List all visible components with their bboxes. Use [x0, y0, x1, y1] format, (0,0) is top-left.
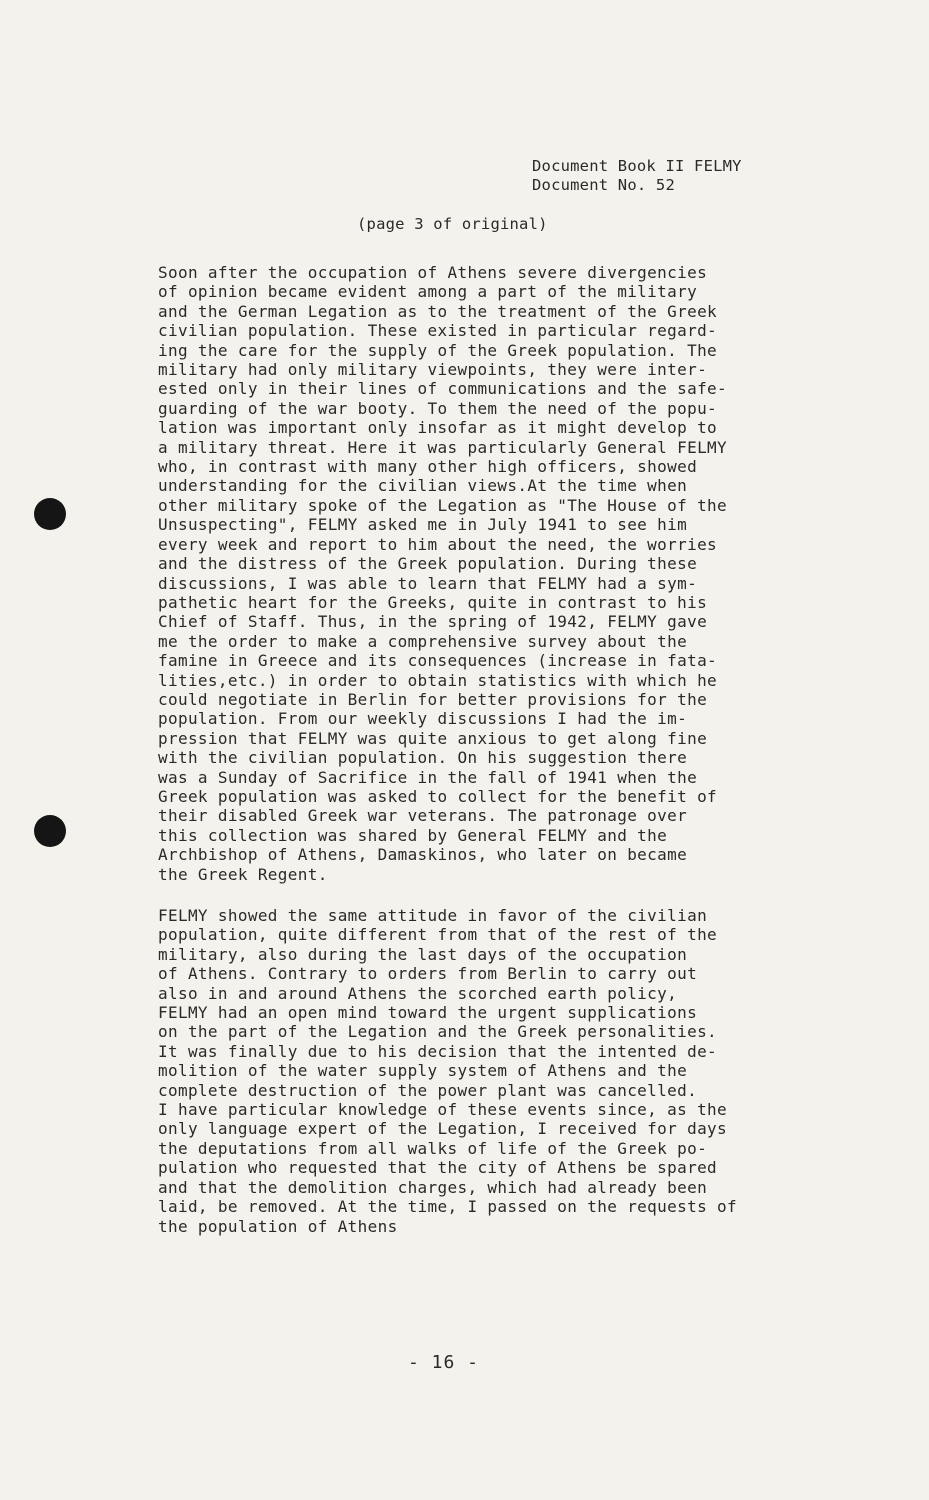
text-line: their disabled Greek war veterans. The patronage over	[158, 806, 688, 826]
text-line: was a Sunday of Sacrifice in the fall of 1941 when the	[158, 767, 698, 787]
text-line: every week and report to him about the need, the worries	[158, 534, 718, 554]
paragraph-2	[158, 906, 737, 1236]
text-line: and the German Legation as to the treatment of the Greek	[158, 301, 718, 321]
text-line: laid, be removed. At the time, I passed on the requests of	[158, 1197, 738, 1217]
text-line: Archbishop of Athens, Damaskinos, who later on became	[158, 845, 688, 865]
text-line: of opinion became evident among a part of the military	[158, 282, 698, 302]
page-number: - 16 -	[408, 1352, 480, 1373]
text-line: me the order to make a comprehensive survey about the	[158, 631, 688, 651]
text-line: military had only military viewpoints, they were inter-	[158, 360, 708, 380]
text-line: guarding of the war booty. To them the need of the popu-	[158, 398, 718, 418]
text-line: pathetic heart for the Greeks, quite in contrast to his	[158, 592, 708, 612]
text-line: and the distress of the Greek population. During these	[158, 554, 698, 574]
text-line: only language expert of the Legation, I received for days	[158, 1119, 728, 1139]
text-line: pulation who requested that the city of Athens be spared	[158, 1158, 718, 1178]
text-line: complete destruction of the power plant was cancelled.	[158, 1080, 698, 1100]
text-line: of Athens. Contrary to orders from Berlin to carry out	[158, 964, 698, 984]
text-line: Soon after the occupation of Athens severe divergencies	[158, 263, 708, 282]
text-line: pression that FELMY was quite anxious to get along fine	[158, 728, 708, 748]
text-line: FELMY had an open mind toward the urgent supplications	[158, 1003, 698, 1023]
text-line: on the part of the Legation and the Greek personalities.	[158, 1022, 718, 1042]
text-line: population, quite different from that of the rest of the	[158, 925, 718, 945]
text-line: It was finally due to his decision that the intented de-	[158, 1041, 718, 1061]
text-line: famine in Greece and its consequences (increase in fata-	[158, 651, 718, 671]
text-line: other military spoke of the Legation as "The House of the	[158, 495, 728, 515]
text-line: this collection was shared by General FELMY and the	[158, 825, 668, 845]
text-line: lities,etc.) in order to obtain statistics with which he	[158, 670, 718, 690]
document-number-label: Document No. 52	[532, 176, 675, 194]
text-line: with the civilian population. On his suggestion there	[158, 748, 688, 768]
punch-hole-bottom	[34, 815, 66, 847]
text-line: Chief of Staff. Thus, in the spring of 1942, FELMY gave	[158, 612, 708, 632]
text-line: civilian population. These existed in particular regard-	[158, 321, 718, 341]
text-line: ested only in their lines of communications and the safe-	[158, 379, 728, 399]
text-line: could negotiate in Berlin for better provisions for the	[158, 689, 708, 709]
paragraph-1	[158, 263, 727, 884]
text-line: and that the demolition charges, which had already been	[158, 1177, 708, 1197]
text-line: also in and around Athens the scorched earth policy,	[158, 983, 678, 1003]
text-line: I have particular knowledge of these events since, as the	[158, 1100, 728, 1120]
text-line: Greek population was asked to collect for the benefit of	[158, 786, 718, 806]
text-line: the deputations from all walks of life of the Greek po-	[158, 1138, 708, 1158]
document-book-label: Document Book II FELMY	[532, 157, 742, 175]
text-line: the Greek Regent.	[158, 864, 328, 884]
text-line: discussions, I was able to learn that FELMY had a sym-	[158, 573, 698, 593]
text-line: military, also during the last days of the occupation	[158, 944, 688, 964]
text-line: FELMY showed the same attitude in favor of the civilian	[158, 906, 708, 925]
text-line: who, in contrast with many other high officers, showed	[158, 457, 698, 477]
punch-hole-top	[34, 498, 66, 530]
original-page-note: (page 3 of original)	[357, 215, 548, 233]
text-line: understanding for the civilian views.At the time when	[158, 476, 688, 496]
text-line: the population of Athens	[158, 1216, 398, 1236]
text-line: a military threat. Here it was particularly General FELMY	[158, 437, 728, 457]
text-line: population. From our weekly discussions I had the im-	[158, 709, 688, 729]
text-line: ing the care for the supply of the Greek population. The	[158, 340, 718, 360]
text-line: Unsuspecting", FELMY asked me in July 1941 to see him	[158, 515, 688, 535]
text-line: lation was important only insofar as it might develop to	[158, 418, 718, 438]
text-line: molition of the water supply system of Athens and the	[158, 1061, 688, 1081]
document-header	[532, 157, 742, 195]
